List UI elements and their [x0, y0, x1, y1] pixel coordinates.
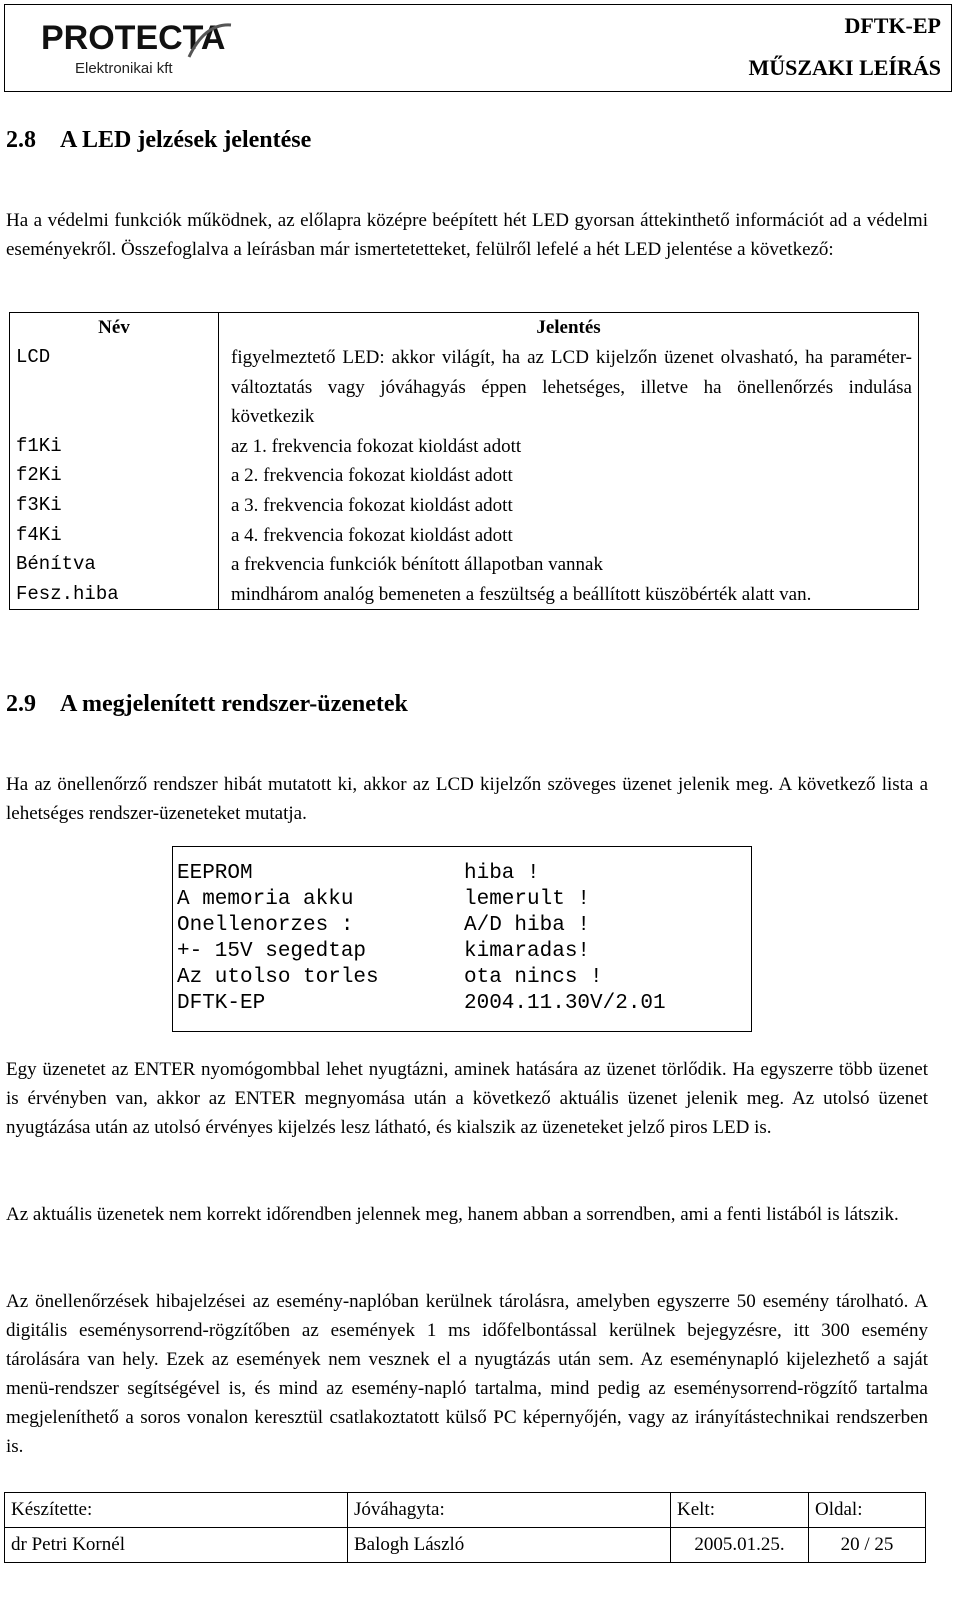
- logo-wordmark: PROTECTA: [41, 19, 226, 57]
- table-row: [10, 521, 919, 551]
- led-meaning: a 3. frekvencia fokozat kioldást adott: [219, 491, 919, 521]
- company-logo: [35, 21, 235, 85]
- led-meaning: mindhárom analóg bemeneten a feszültség a beállított küszöbérték alatt van.: [219, 580, 919, 610]
- table-row: [10, 343, 919, 432]
- led-name: f2Ki: [16, 464, 62, 487]
- led-meaning: a 2. frekvencia fokozat kioldást adott: [219, 461, 919, 491]
- table-row: [10, 580, 919, 610]
- document-code: DFTK-EP: [844, 13, 941, 38]
- led-name: f3Ki: [16, 493, 62, 516]
- author-name: dr Petri Kornél: [5, 1528, 348, 1563]
- message-row: [177, 939, 751, 965]
- led-meaning: az 1. frekvencia fokozat kioldást adott: [219, 432, 919, 462]
- message-row: [177, 887, 751, 913]
- message-row: [177, 991, 751, 1017]
- page-label: Oldal:: [809, 1493, 926, 1528]
- message-row: [177, 861, 751, 887]
- message-status: ota nincs !: [464, 966, 603, 989]
- led-name: Fesz.hiba: [16, 582, 119, 605]
- section-heading-2-8: [6, 128, 311, 152]
- section-title: A LED jelzések jelentése: [60, 127, 312, 153]
- page-header: [4, 4, 952, 92]
- section-2-9-intro: Ha az önellenőrző rendszer hibát mutatott ki, akkor az LCD kijelzőn szöveges üzenet jelenik meg. A következő lista a lehetséges rendszer-üzeneteket mutatja.: [6, 774, 928, 824]
- section-2-8-intro: Ha a védelmi funkciók működnek, az előlapra középre beépített hét LED gyorsan áttekinthető információt ad a védelmi eseményekről. Összefoglalva a leírásban már ismertetetteket, felülről lefelé a hét LED jelentése a következő:: [6, 210, 928, 260]
- message-text: A memoria akku: [177, 888, 354, 911]
- author-label: Készítette:: [5, 1493, 348, 1528]
- message-status: lemerult !: [464, 888, 591, 911]
- paragraph-order: Az aktuális üzenetek nem korrekt időrendben jelennek meg, hanem abban a sorrendben, ami a fenti listából is látszik.: [6, 1204, 899, 1225]
- table-row: [10, 432, 919, 462]
- message-status: kimaradas!: [464, 940, 591, 963]
- document-type: MŰSZAKI LEÍRÁS: [748, 55, 941, 80]
- led-name: LCD: [16, 346, 51, 368]
- system-messages-box: [172, 846, 752, 1032]
- led-meaning: figyelmeztető LED: akkor világít, ha az LCD kijelzőn üzenet olvasható, ha paraméter-változtatás vagy jóváhagyás éppen lehetséges, illetve ha önellenőrzés indulása következik: [219, 343, 919, 432]
- message-text: DFTK-EP: [177, 992, 266, 1015]
- message-status: A/D hiba !: [464, 914, 591, 937]
- paragraph-event-log: Az önellenőrzések hibajelzései az esemény-naplóban kerülnek tárolásra, amelyben egyszerre 50 esemény tárolható. A digitális eseménysorrend-rögzítőben az események 1 ms időfelbontással kerülnek bejegyzésre, itt 300 esemény tárolására van hely. Ezek az események nem vesznek el a nyugtázás után sem. Az eseménynapló kijelezhető a saját menü-rendszer segítségével is, és mind az esemény-napló tartalma, mind pedig az eseménysorrend-rögzítő tartalma megjeleníthető a soros vonalon keresztül csatlakoztatott külső PC képernyőjén, vagy az irányítástechnikai rendszerben is.: [6, 1291, 928, 1457]
- table-header-row: [10, 313, 919, 344]
- document-id-block: [748, 15, 941, 99]
- led-meaning-table: [9, 312, 919, 610]
- led-meaning: a frekvencia funkciók bénított állapotban vannak: [219, 550, 919, 580]
- footer-signature-table: [4, 1492, 926, 1563]
- led-name: f4Ki: [16, 523, 62, 546]
- date-label: Kelt:: [671, 1493, 809, 1528]
- message-text: +- 15V segedtap: [177, 940, 367, 963]
- footer-value-row: [5, 1528, 926, 1563]
- table-row: [10, 491, 919, 521]
- message-row: [177, 913, 751, 939]
- message-text: Onellenorzes :: [177, 914, 354, 937]
- table-row: [10, 461, 919, 491]
- paragraph-ack: Egy üzenetet az ENTER nyomógombbal lehet nyugtázni, aminek hatására az üzenet törlődik. Ha egyszerre több üzenet is érvényben van, akkor az ENTER megnyomása után a következő aktuális üzenet jelenik meg. Az utolsó üzenet nyugtázása után az utolsó érvényes kijelzés lesz látható, és kialszik az üzeneteket jelző piros LED is.: [6, 1059, 928, 1138]
- table-row: [10, 550, 919, 580]
- footer-label-row: [5, 1493, 926, 1528]
- section-number: 2.9: [6, 691, 36, 717]
- column-header-name: Név: [98, 317, 130, 338]
- issue-date: 2005.01.25.: [671, 1528, 809, 1563]
- approver-name: Balogh László: [348, 1528, 671, 1563]
- section-title: A megjelenített rendszer-üzenetek: [60, 691, 408, 717]
- message-row: [177, 965, 751, 991]
- logo-subtitle: Elektronikai kft: [75, 60, 173, 77]
- logo-swoosh-icon: [185, 21, 235, 61]
- message-status: 2004.11.30V/2.01: [464, 992, 666, 1015]
- column-header-meaning: Jelentés: [219, 313, 919, 344]
- page-number: 20 / 25: [809, 1528, 926, 1563]
- approver-label: Jóváhagyta:: [348, 1493, 671, 1528]
- message-text: Az utolso torles: [177, 966, 379, 989]
- section-number: 2.8: [6, 127, 36, 153]
- led-meaning: a 4. frekvencia fokozat kioldást adott: [219, 521, 919, 551]
- message-text: EEPROM: [177, 862, 253, 885]
- led-name: f1Ki: [16, 434, 62, 457]
- message-status: hiba !: [464, 862, 540, 885]
- section-heading-2-9: [6, 692, 408, 716]
- led-name: Bénítva: [16, 553, 96, 576]
